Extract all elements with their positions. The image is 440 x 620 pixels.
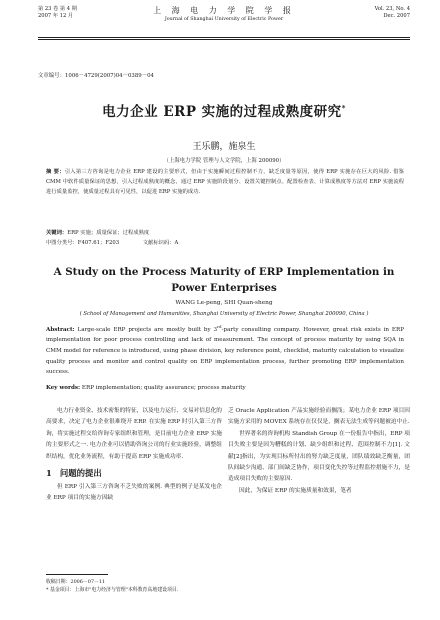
abstract-zh (46, 167, 404, 198)
abstract-text-zh: 引入第三方咨询是电力企业 ERP 建设的主要形式，但由于实施瞬间过程控制不力，缺乏度量等原因，使得 ERP 实施存在巨大的风险. 借鉴 CMM 中软件质量保证的思想，引入过程成熟度的概念，通过 ERP 实施阶段划分、设置关键控制点、配置检查表、计算成熟度等方法对 ERP 实施流程进行质量监控，使质量过程具有可见性，以促进 ERP 实施的成功. (46, 169, 404, 196)
body-paragraph-continued: 乏 Oracle Application 产品实施经验而搁浅；某电力企业 ERP 项目因实施方采用的 MOVEX 系统存在仅仅是，搁表无法生成等问题被迫中止. (228, 408, 410, 426)
abstract-en: Abstract: Large-scale ERP projects are mostly built by 3rd-party consulting company. However, great risk exists in ERP implementation for poor process controlling and lack of measurement. The concept of process maturity by using SQA in CMM model for reference is introduced, using phase division, key reference point, checklist, maturity calculation to visualize quality process and monitor and control quality on ERP implementation process, further promoting ERP implementation success. (46, 324, 404, 376)
keywords-en: Key words: ERP implementation; quality assurance; process maturity (46, 385, 246, 391)
article-number: 文章编号：1006－4729(2007)04－0389－04 (38, 73, 154, 79)
paper-title-en: A Study on the Process Maturity of ERP Implementation in Power Enterprises (53, 266, 395, 294)
journal-name-en: Journal of Shanghai University of Electric Power (164, 17, 284, 22)
received-date: 收稿日期：2006－07－11 (46, 579, 106, 585)
journal-name-zh: 上 海 电 力 学 院 学 报 (153, 6, 295, 15)
authors-zh: 王乐鹏，施泉生 (192, 142, 256, 152)
fund-note: * 基金项目：上海市"电力经济与管理"本科教育高地建设项目. (46, 587, 179, 593)
intro-paragraph: 电力行业资金、技术密集的特征，以及电力运行、交易对信息化的高要求，决定了电力企业很难绕开 ERP. 在实施 ERP 时引入第三方咨询，将实施过程交给咨询专家组织和管理，是目前电力企业 ERP 实施的主要形式之一. 电力企业可以借助咨询公司的行业实施经验，调整组织结构，优化业务流程，有助于提高 ERP 实施成功率. (46, 408, 222, 460)
header-rule-thin (38, 39, 410, 40)
volume-info-en: Vol. 23, No. 4 Dec. 2007 (374, 6, 410, 19)
document-code: 文献标识码：A (142, 240, 179, 246)
footnote (46, 578, 410, 594)
section-heading-1: 1 问题的提出 (46, 468, 102, 479)
body-paragraph: 世界著名的咨询机构 Standish Group 在一份报告中指出，ERP 项目失败主要是因为糟糕的计划、缺少组织和过程、范围控制不力[1]. 文献[2]指出，为实现目标所付出的努力缺乏度量，团队绩效缺乏衡量，团队间缺少沟通、部门间缺乏协作，项目变化失控等过程监控措施不力，是造成项目失败的主要原因. (228, 430, 410, 483)
body-paragraph: 因此，为保证 ERP 的实施质量和效果，笔者 (239, 487, 352, 494)
journal-name (38, 6, 410, 23)
footnote-rule (46, 574, 108, 575)
affiliation-zh: （上海电力学院 管理与人文学院，上海 200090） (163, 158, 285, 164)
body-column-left (46, 406, 222, 505)
authors-en: WANG Le-peng, SHI Quan-sheng (175, 300, 273, 306)
body-paragraph: 但 ERP 引入第三方咨询不乏失败的案例. 典型的例子是某发电企业 ERP 项目的实施方因缺 (46, 484, 222, 502)
classification-line (46, 238, 404, 246)
affiliation-en: ( School of Management and Humanities, Shanghai University of Electric Power, Shanghai 200090, China ) (79, 311, 369, 317)
abstract-label-en: Abstract: (46, 326, 75, 333)
body-column-right (228, 406, 410, 497)
journal-header (38, 6, 410, 36)
header-rule (38, 37, 410, 38)
abstract-label-zh: 摘 要： (46, 169, 65, 175)
clc-number: 中图分类号：F407.61；F203 (46, 240, 120, 246)
fund-mark: * (341, 103, 346, 113)
keywords-zh: 关键词：ERP 实施；质量保证；过程成熟度 (46, 230, 150, 236)
paper-title-zh: 电力企业 ERP 实施的过程成熟度研究* (102, 103, 346, 120)
volume-info: 第 23 卷 第 4 期 2007 年 12 月 (38, 6, 77, 19)
